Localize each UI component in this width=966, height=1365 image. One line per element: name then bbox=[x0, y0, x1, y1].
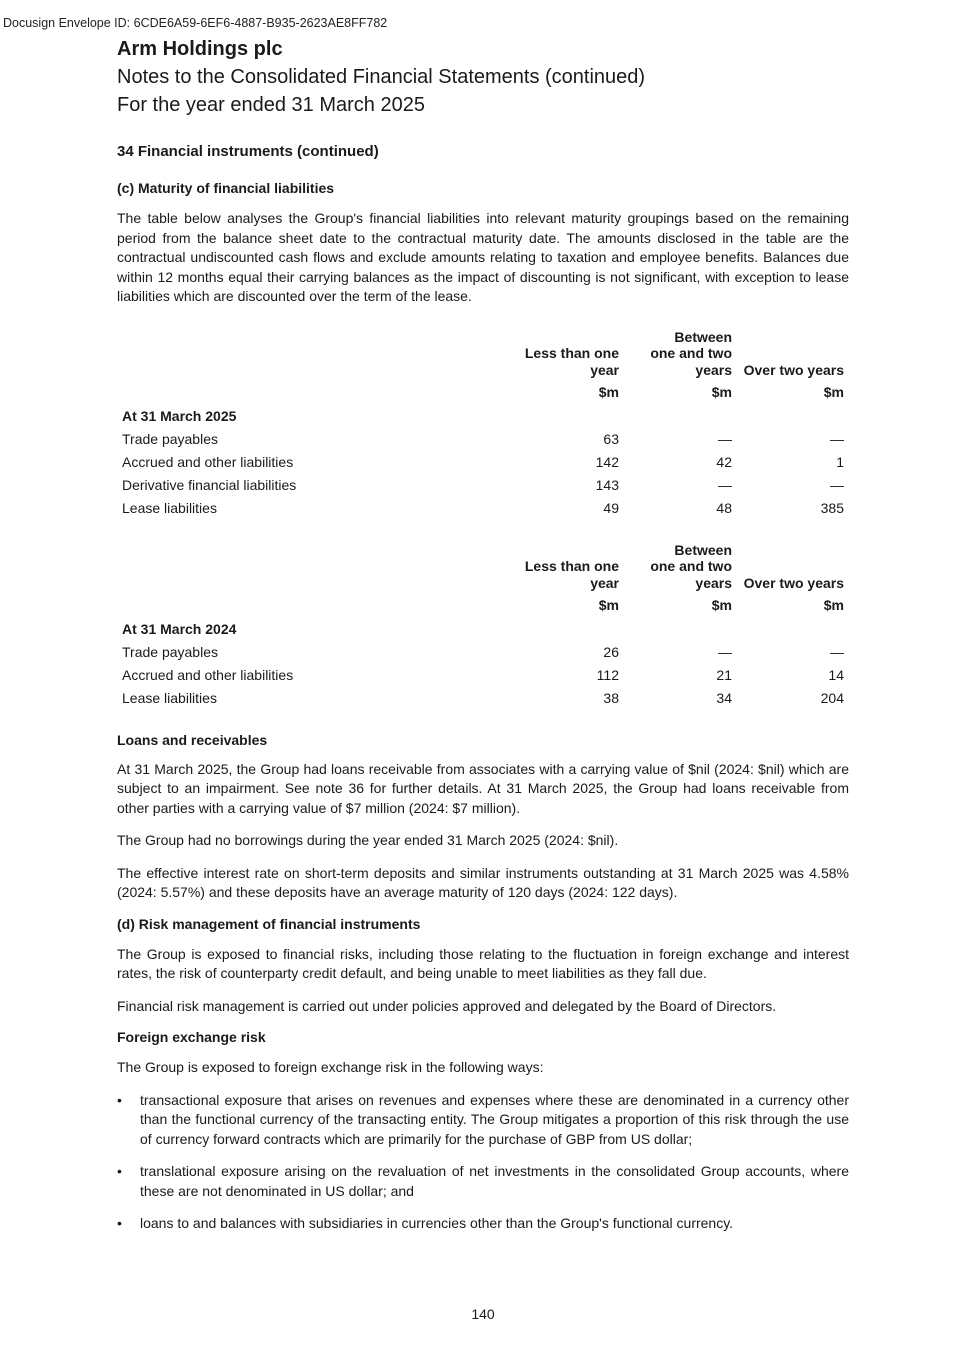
note-heading: 34 Financial instruments (continued) bbox=[117, 143, 379, 160]
row-label: Lease liabilities bbox=[122, 690, 217, 706]
table-header-row bbox=[117, 329, 849, 379]
col-header-less-than-one-year: Less than one year bbox=[524, 558, 619, 591]
loans-paragraph-3: The effective interest rate on short-term deposits and similar instruments outstanding at 31 March 2025 was 4.58% (2024: 5.57%) and these deposits have an average maturity of 120 days (2024: 122 days). bbox=[117, 864, 849, 900]
table-row bbox=[117, 451, 849, 474]
table-period-row bbox=[117, 618, 849, 641]
section-c-heading: (c) Maturity of financial liabilities bbox=[117, 180, 335, 196]
cell-value: 48 bbox=[716, 500, 732, 516]
bullet-icon: • bbox=[117, 1091, 122, 1108]
unit-label: $m bbox=[711, 597, 732, 613]
unit-label: $m bbox=[598, 597, 619, 613]
unit-label: $m bbox=[823, 384, 844, 400]
loans-paragraph-1: At 31 March 2025, the Group had loans receivable from associates with a carrying value of $nil (2024: $nil) which are subject to an impairment. See note 36 for further details. At 31 March 2025, the Group had loans receivable from other parties with a carrying value of $7 million (2024: $7 million). bbox=[117, 760, 849, 816]
unit-label: $m bbox=[711, 384, 732, 400]
row-label: Trade payables bbox=[122, 644, 218, 660]
fx-risk-intro: The Group is exposed to foreign exchange risk in the following ways: bbox=[117, 1059, 544, 1075]
cell-value: 38 bbox=[603, 690, 619, 706]
cell-value: 34 bbox=[716, 690, 732, 706]
table-row bbox=[117, 641, 849, 664]
table-units-row bbox=[117, 378, 849, 405]
loans-paragraph-2: The Group had no borrowings during the year ended 31 March 2025 (2024: $nil). bbox=[117, 832, 619, 848]
table-period-row bbox=[117, 405, 849, 428]
unit-label: $m bbox=[823, 597, 844, 613]
list-item: • transactional exposure that arises on revenues and expenses where these are denominated in a currency other than the functional currency of the transacting entity. The Group mitigates a proportion of this risk through the use of currency forward contracts which are primarily for the purchase of GBP from US dollar; bbox=[117, 1091, 849, 1147]
fx-risk-heading: Foreign exchange risk bbox=[117, 1029, 266, 1045]
bullet-icon: • bbox=[117, 1215, 122, 1231]
cell-value: 112 bbox=[596, 667, 619, 683]
col-header-between-one-and-two-years: Between one and two years bbox=[650, 328, 732, 378]
cell-value: 14 bbox=[828, 667, 844, 683]
col-header-between-one-and-two-years: Between one and two years bbox=[650, 541, 732, 591]
fx-risk-list bbox=[117, 1091, 849, 1234]
row-label: Trade payables bbox=[122, 431, 218, 447]
table-row bbox=[117, 474, 849, 497]
section-d-paragraph-1: The Group is exposed to financial risks, including those relating to the fluctuation in foreign exchange and interest rates, the risk of counterparty credit default, and being unable to meet liabilities as they fall due. bbox=[117, 945, 849, 981]
docusign-envelope-id: Docusign Envelope ID: 6CDE6A59-6EF6-4887-B935-2623AE8FF782 bbox=[3, 16, 388, 30]
loans-heading: Loans and receivables bbox=[117, 731, 268, 748]
section-d-paragraph-2: Financial risk management is carried out under policies approved and delegated by the Board of Directors. bbox=[117, 997, 777, 1014]
page-number: 140 bbox=[471, 1306, 495, 1322]
period-label: At 31 March 2024 bbox=[122, 621, 237, 637]
reporting-period: For the year ended 31 March 2025 bbox=[117, 94, 425, 116]
cell-value: 1 bbox=[836, 454, 844, 470]
cell-value: — bbox=[830, 477, 844, 493]
cell-value: — bbox=[718, 477, 732, 493]
list-item: • translational exposure arising on the revaluation of net investments in the consolidated Group accounts, where these are not denominated in US dollar; and bbox=[117, 1163, 849, 1199]
bullet-icon: • bbox=[117, 1163, 122, 1179]
maturity-table-2024 bbox=[117, 542, 849, 710]
page-content bbox=[117, 36, 849, 1247]
section-d-heading: (d) Risk management of financial instruments bbox=[117, 915, 421, 932]
col-header-over-two-years: Over two years bbox=[743, 574, 844, 591]
table-header-row bbox=[117, 542, 849, 592]
table-row bbox=[117, 664, 849, 687]
row-label: Accrued and other liabilities bbox=[122, 454, 294, 470]
cell-value: — bbox=[718, 431, 732, 447]
period-label: At 31 March 2025 bbox=[122, 408, 237, 424]
row-label: Derivative financial liabilities bbox=[122, 477, 297, 493]
cell-value: 42 bbox=[716, 454, 732, 470]
cell-value: 49 bbox=[603, 500, 619, 516]
col-header-less-than-one-year: Less than one year bbox=[524, 345, 619, 378]
row-label: Accrued and other liabilities bbox=[122, 667, 294, 683]
cell-value: 26 bbox=[603, 644, 619, 660]
cell-value: 21 bbox=[716, 667, 732, 683]
table-row bbox=[117, 687, 849, 710]
section-c-intro: The table below analyses the Group's financial liabilities into relevant maturity groupings based on the remaining period from the balance sheet date to the contractual maturity date. The amounts disclosed in the table are the contractual undiscounted cash flows and exclude amounts relating to taxation and employee benefits. Balances due within 12 months equal their carrying balances as the impact of discounting is not significant, with exception to lease liabilities which are discounted over the term of the lease. bbox=[117, 210, 849, 304]
cell-value: 63 bbox=[603, 431, 619, 447]
document-subtitle: Notes to the Consolidated Financial Statements (continued) bbox=[117, 66, 646, 88]
table-row bbox=[117, 428, 849, 451]
cell-value: 204 bbox=[820, 690, 844, 706]
cell-value: — bbox=[718, 644, 732, 660]
table-row bbox=[117, 497, 849, 520]
cell-value: — bbox=[830, 431, 844, 447]
company-name: Arm Holdings plc bbox=[117, 38, 283, 60]
cell-value: — bbox=[830, 644, 844, 660]
list-item: • loans to and balances with subsidiaries in currencies other than the Group's functional currency. bbox=[117, 1214, 849, 1234]
cell-value: 143 bbox=[595, 477, 619, 493]
cell-value: 142 bbox=[595, 454, 619, 470]
cell-value: 385 bbox=[820, 500, 844, 516]
unit-label: $m bbox=[598, 384, 619, 400]
row-label: Lease liabilities bbox=[122, 500, 217, 516]
col-header-over-two-years: Over two years bbox=[743, 361, 844, 378]
maturity-table-2025 bbox=[117, 329, 849, 520]
table-units-row bbox=[117, 591, 849, 618]
